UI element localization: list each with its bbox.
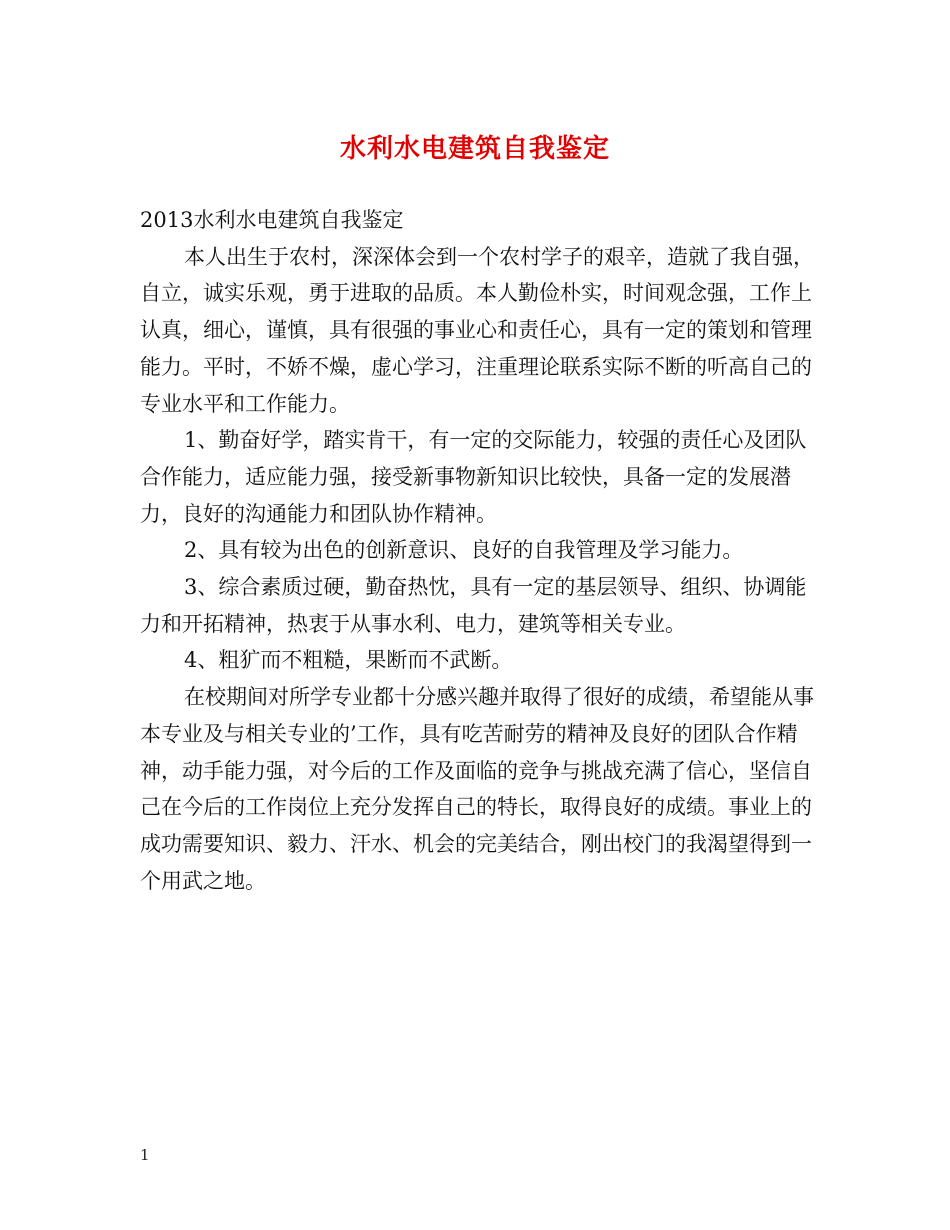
paragraph-point-1: 1、勤奋好学，踏实肯干，有一定的交际能力，较强的责任心及团队合作能力，适应能力强，接受新事物新知识比较快，具备一定的发展潜力，良好的沟通能力和团队协作精神。 [140, 428, 807, 526]
paragraph-point-4: 4、粗犷而不粗糙，果断而不武断。 [184, 648, 513, 673]
document-body [140, 202, 820, 899]
document-subtitle: 2013水利水电建筑自我鉴定 [140, 208, 404, 232]
paragraph-intro: 本人出生于农村，深深体会到一个农村学子的艰辛，造就了我自强，自立，诚实乐观，勇于进取的品质。本人勤俭朴实，时间观念强，工作上认真，细心，谨慎，具有很强的事业心和责任心，具有一定的策划和管理能力。平时，不娇不燥，虚心学习，注重理论联系实际不断的听高自己的专业水平和工作能力。 [140, 244, 814, 416]
paragraph-conclusion: 在校期间对所学专业都十分感兴趣并取得了很好的成绩，希望能从事本专业及与相关专业的’工作，具有吃苦耐劳的精神及良好的团队合作精神，动手能力强，对今后的工作及面临的竞争与挑战充满了信心，坚信自己在今后的工作岗位上充分发挥自己的特长，取得良好的成绩。事业上的成功需要知识、毅力、汗水、机会的完美结合，刚出校门的我渴望得到一个用武之地。 [140, 685, 814, 893]
document-title: 水利水电建筑自我鉴定 [339, 134, 610, 164]
paragraph-point-2: 2、具有较为出色的创新意识、良好的自我管理及学习能力。 [184, 538, 744, 563]
paragraph-point-3: 3、综合素质过硬，勤奋热忱，具有一定的基层领导、组织、协调能力和开拓精神，热衷于从事水利、电力，建筑等相关专业。 [140, 575, 807, 636]
page-number: 1 [140, 1146, 150, 1164]
